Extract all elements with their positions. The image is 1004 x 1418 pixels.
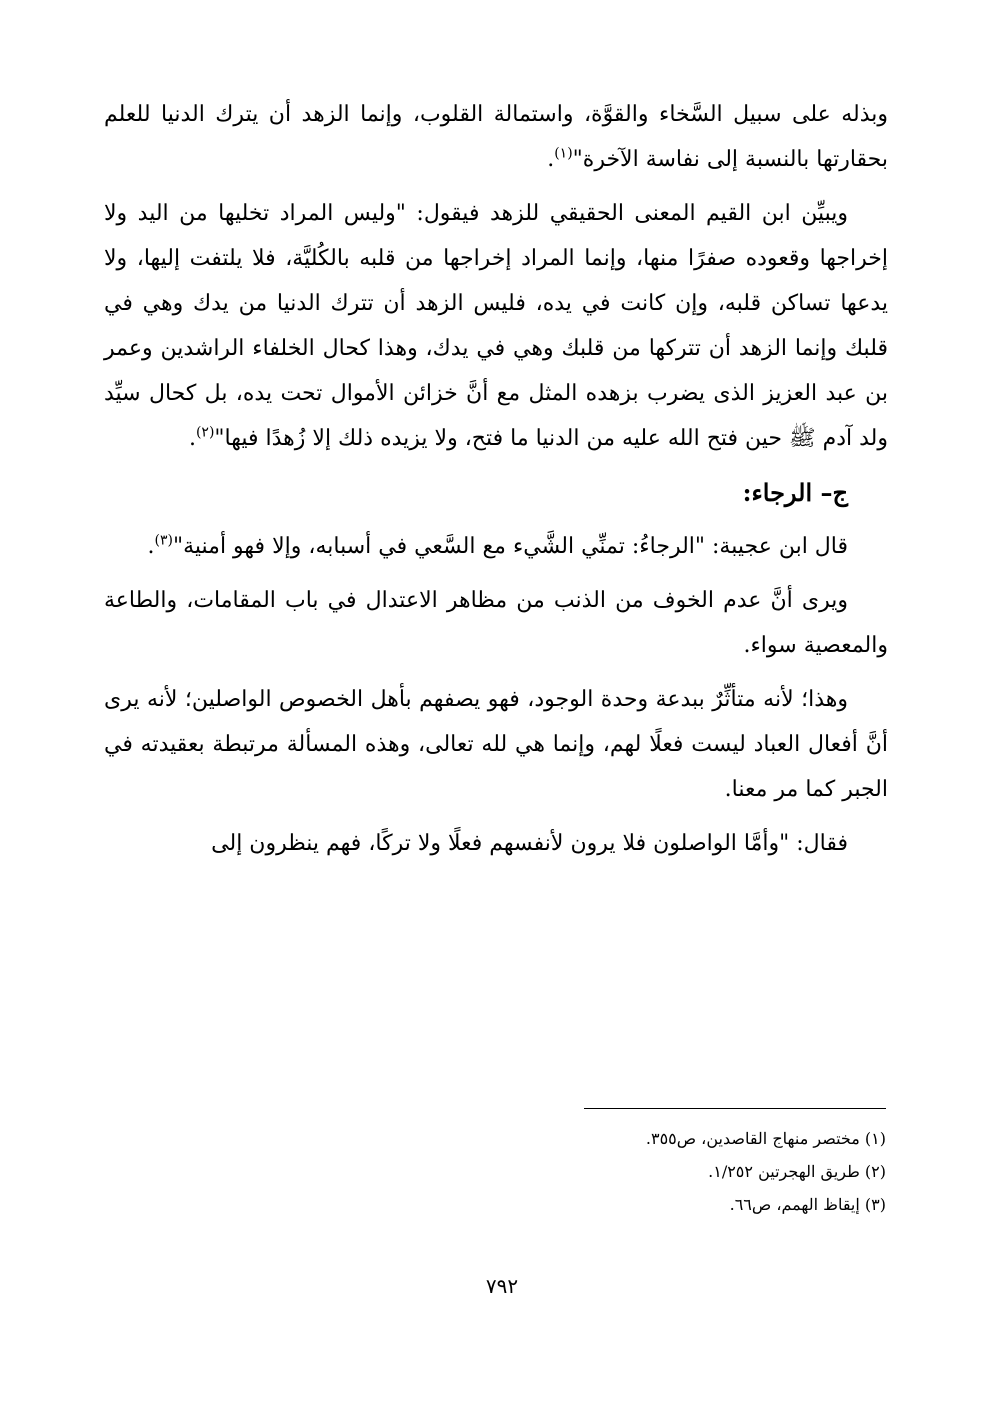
paragraph-1-text: وبذله على سبيل السَّخاء والقوَّة، واستمالة القلوب، وإنما الزهد أن يترك الدنيا للعلم بحقارتها بالنسبة إلى نفاسة الآخرة" xyxy=(104,102,888,172)
paragraph-1 xyxy=(104,92,888,182)
section-heading: ج– الرجاء: xyxy=(742,478,848,507)
paragraph-6 xyxy=(104,821,888,866)
paragraph-5-text: وهذا؛ لأنه متأثِّرٌ ببدعة وحدة الوجود، فهو يصفهم بأهل الخصوص الواصلين؛ لأنه يرى أنَّ أفعال العباد ليست فعلًا لهم، وإنما هي لله تعالى، وهذه المسألة مرتبطة بعقيدته في الجبر كما مر معنا. xyxy=(104,687,888,802)
page-number: ٧٩٢ xyxy=(485,1274,519,1298)
paragraph-6-text: فقال: "وأمَّا الواصلون فلا يرون لأنفسهم فعلًا ولا تركًا، فهم ينظرون إلى xyxy=(211,831,848,856)
paragraph-2-end: . xyxy=(188,426,196,451)
footnote-2: (٢) طريق الهجرتين ١/٢٥٢. xyxy=(708,1162,886,1181)
footnote-ref-1: (١) xyxy=(554,145,573,162)
footnote-1: (١) مختصر منهاج القاصدين، ص٣٥٥. xyxy=(645,1129,886,1148)
paragraph-5 xyxy=(104,677,888,812)
footnote-ref-3: (٣) xyxy=(154,532,173,549)
paragraph-3-end: . xyxy=(147,534,155,559)
footnote-divider xyxy=(584,1108,886,1109)
paragraph-3 xyxy=(104,524,888,569)
paragraph-2-text: ويبيِّن ابن القيم المعنى الحقيقي للزهد فيقول: "وليس المراد تخليها من اليد ولا إخراجها وقعوده صفرًا منها، وإنما المراد إخراجها من قلبه بالكُليَّة، فلا يلتفت إليها، ولا يدعها تساكن قلبه، وإن كانت في يده، فليس الزهد أن تترك الدنيا من يدك وهي في قلبك وإنما الزهد أن تتركها من قلبك وهي في يدك، وهذا كحال الخلفاء الراشدين وعمر بن عبد العزيز الذى يضرب بزهده المثل مع أنَّ خزائن الأموال تحت يده، بل كحال سيِّد ولد آدم ﷺ حين فتح الله عليه من الدنيا ما فتح، ولا يزيده ذلك إلا زُهدًا فيها" xyxy=(104,201,888,451)
footnotes xyxy=(104,1122,886,1221)
paragraph-4-text: ويرى أنَّ عدم الخوف من الذنب من مظاهر الاعتدال في باب المقامات، والطاعة والمعصية سواء. xyxy=(104,588,888,658)
paragraph-3-text: قال ابن عجيبة: "الرجاءُ: تمنِّي الشَّيء مع السَّعي في أسبابه، وإلا فهو أمنية" xyxy=(172,534,848,559)
paragraph-1-end: . xyxy=(547,147,555,172)
footnote-ref-2: (٢) xyxy=(195,424,215,441)
footnote-3: (٣) إيقاظ الهمم، ص٦٦. xyxy=(729,1195,886,1214)
paragraph-2 xyxy=(104,191,888,461)
main-text xyxy=(104,92,888,875)
paragraph-4 xyxy=(104,578,888,668)
